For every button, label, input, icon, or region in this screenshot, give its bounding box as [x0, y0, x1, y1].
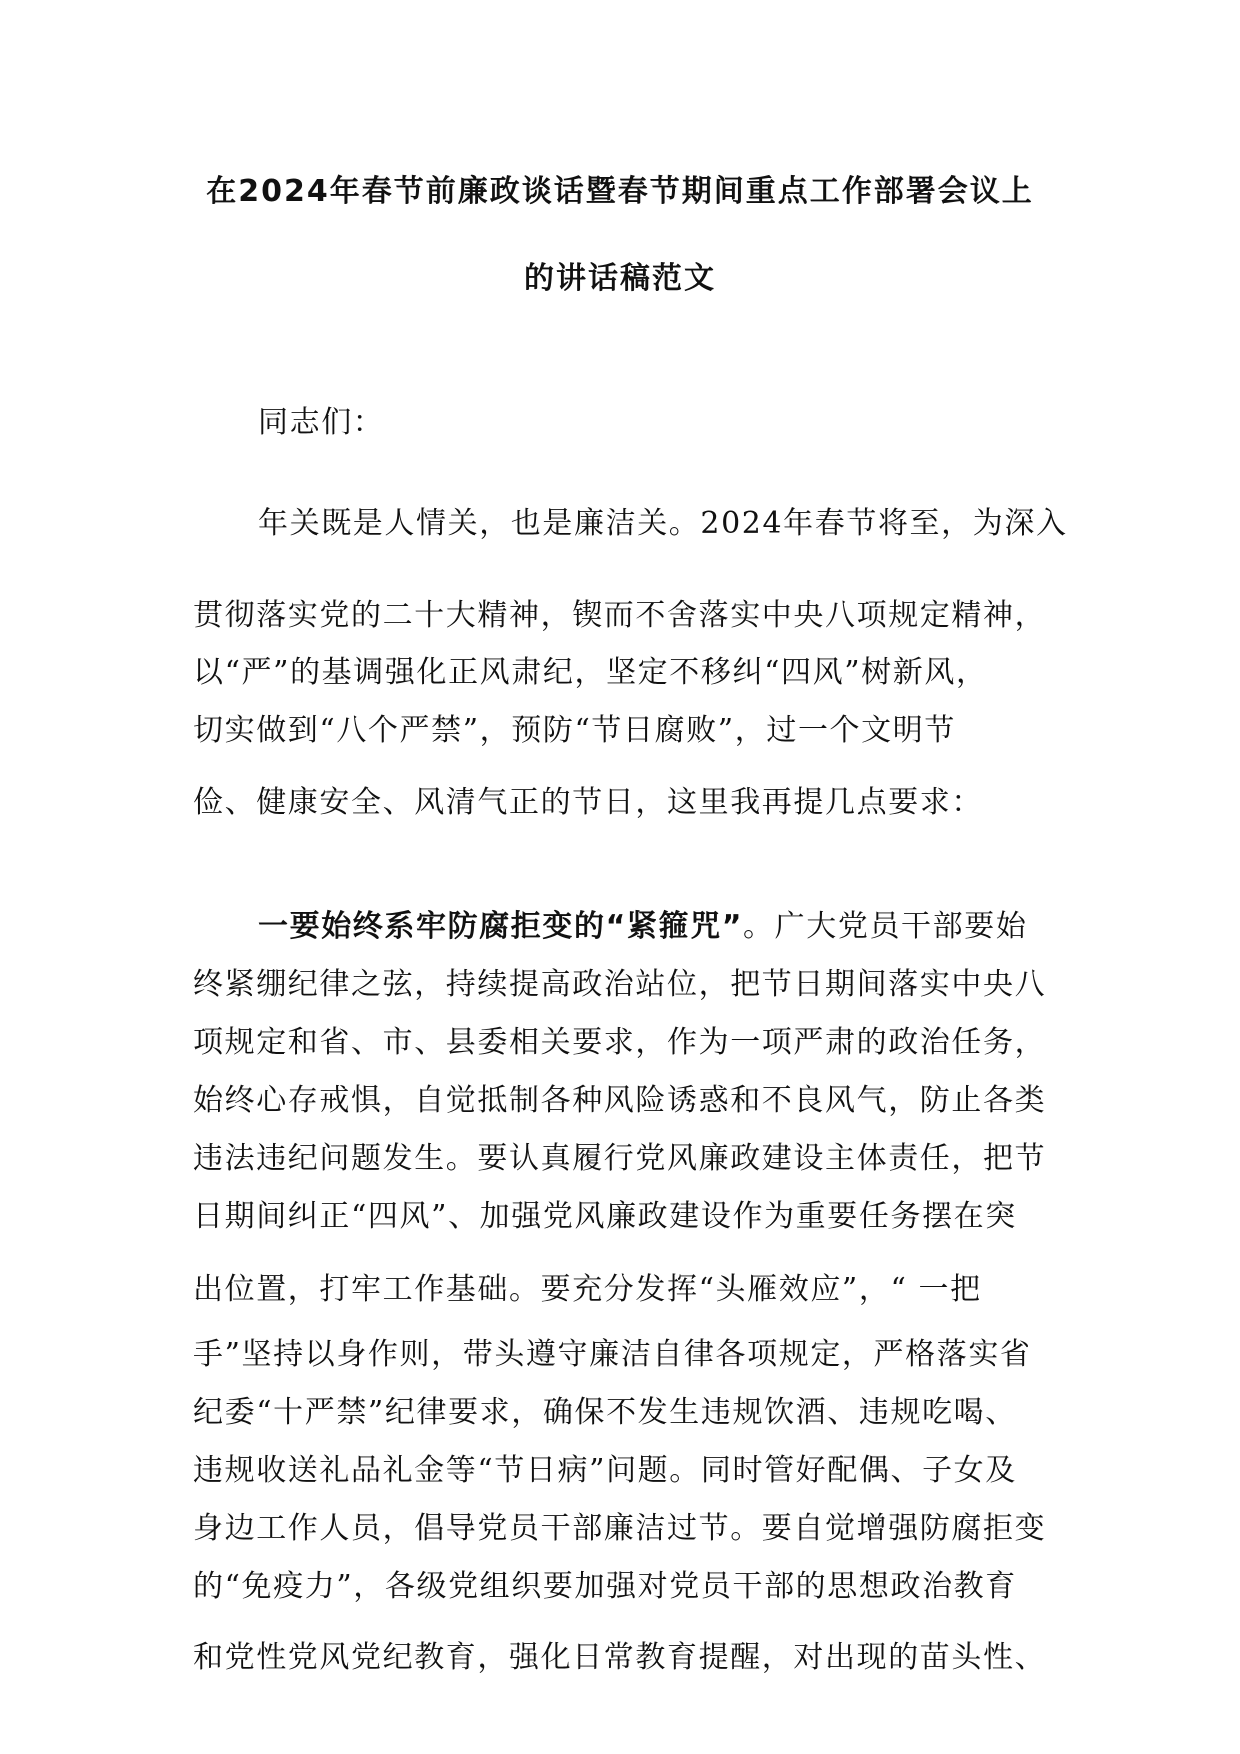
paragraph-2-heading: 一要始终系牢防腐拒变的“紧箍咒” — [258, 909, 744, 944]
paragraph-2-line: 的“免疫力”，各级党组织要加强对党员干部的思想政治教育 — [193, 1569, 1017, 1604]
paragraph-2-line: 违规收送礼品礼金等“节日病”问题。同时管好配偶、子女及 — [193, 1453, 1017, 1488]
paragraph-2-line: 日期间纠正“四风”、加强党风廉政建设作为重要任务摆在突 — [193, 1199, 1017, 1234]
paragraph-2-line: 始终心存戒惧，自觉抵制各种风险诱惑和不良风气，防止各类 — [193, 1083, 1047, 1118]
paragraph-1-line: 年关既是人情关，也是廉洁关。2024年春节将至，为深入 — [258, 506, 1068, 541]
paragraph-2-line: 手”坚持以身作则，带头遵守廉洁自律各项规定，严格落实省 — [193, 1337, 1032, 1372]
paragraph-2-line: 违法违纪问题发生。要认真履行党风廉政建设主体责任，把节 — [193, 1141, 1047, 1176]
paragraph-2-line: 项规定和省、市、县委相关要求，作为一项严肃的政治任务， — [193, 1025, 1047, 1060]
paragraph-2-line: 纪委“十严禁”纪律要求，确保不发生违规饮酒、违规吃喝、 — [193, 1395, 1017, 1430]
paragraph-2-line: 身边工作人员，倡导党员干部廉洁过节。要自觉增强防腐拒变 — [193, 1511, 1047, 1546]
paragraph-2-first-line — [258, 907, 1027, 947]
paragraph-1-line: 俭、健康安全、风清气正的节日，这里我再提几点要求： — [193, 785, 983, 820]
paragraph-2-line: 终紧绷纪律之弦，持续提高政治站位，把节日期间落实中央八 — [193, 967, 1047, 1002]
paragraph-1-line: 切实做到“八个严禁”，预防“节日腐败”，过一个文明节 — [193, 713, 956, 748]
document-title-line-1: 在2024年春节前廉政谈话暨春节期间重点工作部署会议上 — [206, 174, 1034, 209]
document-title-line-2: 的讲话稿范文 — [524, 261, 716, 296]
paragraph-1-line: 以“严”的基调强化正风肃纪，坚定不移纠“四风”树新风， — [193, 655, 988, 690]
paragraph-1-line: 贯彻落实党的二十大精神，锲而不舍落实中央八项规定精神， — [193, 598, 1047, 633]
paragraph-2-heading-tail: 。广大党员干部要始 — [743, 909, 1028, 944]
paragraph-2-line: 和党性党风党纪教育，强化日常教育提醒，对出现的苗头性、 — [193, 1640, 1047, 1675]
salutation: 同志们： — [258, 405, 385, 440]
paragraph-2-line: 出位置，打牢工作基础。要充分发挥“头雁效应”，“ 一把 — [193, 1272, 982, 1307]
